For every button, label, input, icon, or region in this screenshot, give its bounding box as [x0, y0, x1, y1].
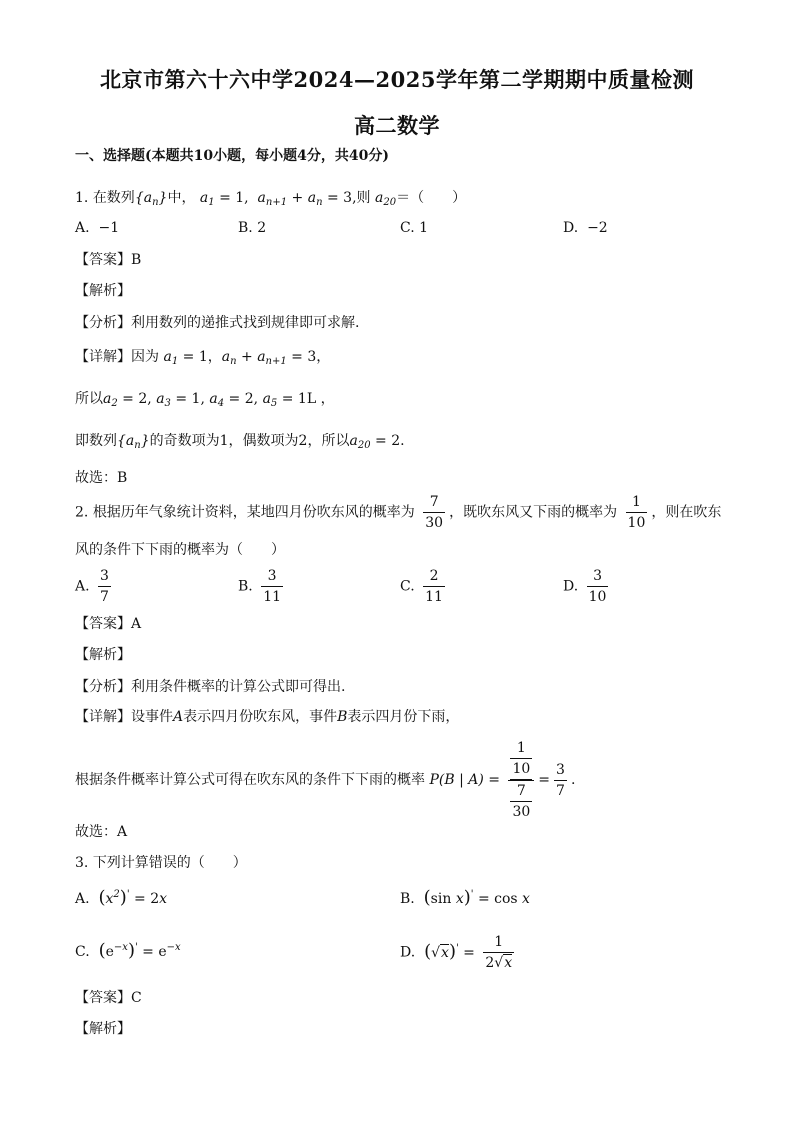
compound-fraction: $\frac{\frac{1}{10}}{\frac{7}{30}}$	[508, 738, 534, 822]
answer-label: 【答案】B	[75, 252, 142, 268]
option-d: D. (√x)' = $\frac{1}{2√x}$	[400, 934, 513, 971]
option-c: C. $\frac{2}{11}$	[400, 568, 443, 605]
option-c: C. $(e^{-x})' = e^{-x}$	[75, 940, 181, 961]
school-title: 北京市第六十六中学2024—2025学年第二学期期中质量检测	[100, 67, 694, 92]
analysis-label: 【解析】	[75, 647, 131, 663]
fenxi-line: 【分析】利用数列的递推式找到规律即可求解.	[75, 315, 360, 331]
question-1-stem: 1. 在数列$\{a_n\}$中， $a_1 = 1$, $a_{n+1} + a_n = 3$,则 $a_{20}=$（ ）	[75, 190, 467, 208]
detail-line-2: 根据条件概率计算公式可得在吹东风的条件下下雨的概率 P(B | A) = $\frac{\frac{1}{10}}{\frac{7}{30}}$ = $\frac{3}{7}$ .	[75, 740, 576, 820]
math-expr: $\{a_n\}$	[134, 190, 168, 208]
option-b: B. (sin x)' = cos x	[400, 887, 530, 908]
option-a: A. −1	[75, 220, 120, 236]
fraction: $\frac{1}{10}$	[627, 494, 646, 531]
question-3-stem: 3. 下列计算错误的（ ）	[75, 855, 247, 871]
detail-line-2: 所以$a_2 = 2$, $a_3 = 1$, $a_4 = 2$, $a_5 = 1L$ ，	[75, 391, 335, 409]
analysis-label: 【解析】	[75, 1021, 131, 1037]
fraction: $\frac{7}{30}$	[425, 494, 444, 531]
section-heading: 一、选择题(本题共10小题，每小题4分，共40分)	[75, 148, 389, 164]
option-a: A. $\frac{3}{7}$	[75, 568, 109, 605]
detail-line: 【详解】因为 $a_1 = 1$，$a_n + a_{n+1} = 3$，	[75, 349, 331, 367]
question-2-stem-2: 风的条件下下雨的概率为（ ）	[75, 542, 285, 558]
option-d: D. −2	[563, 220, 608, 236]
option-b: B. 2	[238, 220, 267, 236]
choose-line: 故选：A	[75, 824, 128, 840]
math-expr: P(B | A) =	[429, 772, 505, 788]
math-expr: $a_1 = 1$, $a_{n+1} + a_n = 3$,	[199, 190, 357, 208]
math-expr: $a_2 = 2$, $a_3 = 1$, $a_4 = 2$, $a_5 = 1L$	[103, 391, 317, 409]
choose-line: 故选：B	[75, 470, 128, 486]
question-number: 1.	[75, 190, 89, 206]
math-expr: $a_{20}$	[374, 190, 397, 208]
math-expr: $a_1 = 1$	[163, 349, 208, 367]
answer-label: 【答案】C	[75, 990, 142, 1006]
subject-title: 高二数学	[354, 113, 440, 138]
option-a: A. $(x^2)' = 2x$	[75, 887, 168, 908]
analysis-label: 【解析】	[75, 283, 131, 299]
option-d: D. $\frac{3}{10}$	[563, 568, 607, 605]
option-c: C. 1	[400, 220, 429, 236]
question-2-stem: 2. 根据历年气象统计资料，某地四月份吹东风的概率为 $\frac{7}{30}$ ，既吹东风又下雨的概率为 $\frac{1}{10}$ ，则在吹东	[75, 494, 722, 531]
answer-label: 【答案】A	[75, 616, 142, 632]
detail-line: 【详解】设事件A表示四月份吹东风，事件B表示四月份下雨，	[75, 709, 460, 725]
detail-line-3: 即数列$\{a_n\}$的奇数项为1，偶数项为2，所以$a_{20} = 2$.	[75, 433, 405, 451]
option-b: B. $\frac{3}{11}$	[238, 568, 282, 605]
fenxi-line: 【分析】利用条件概率的计算公式即可得出.	[75, 679, 346, 695]
